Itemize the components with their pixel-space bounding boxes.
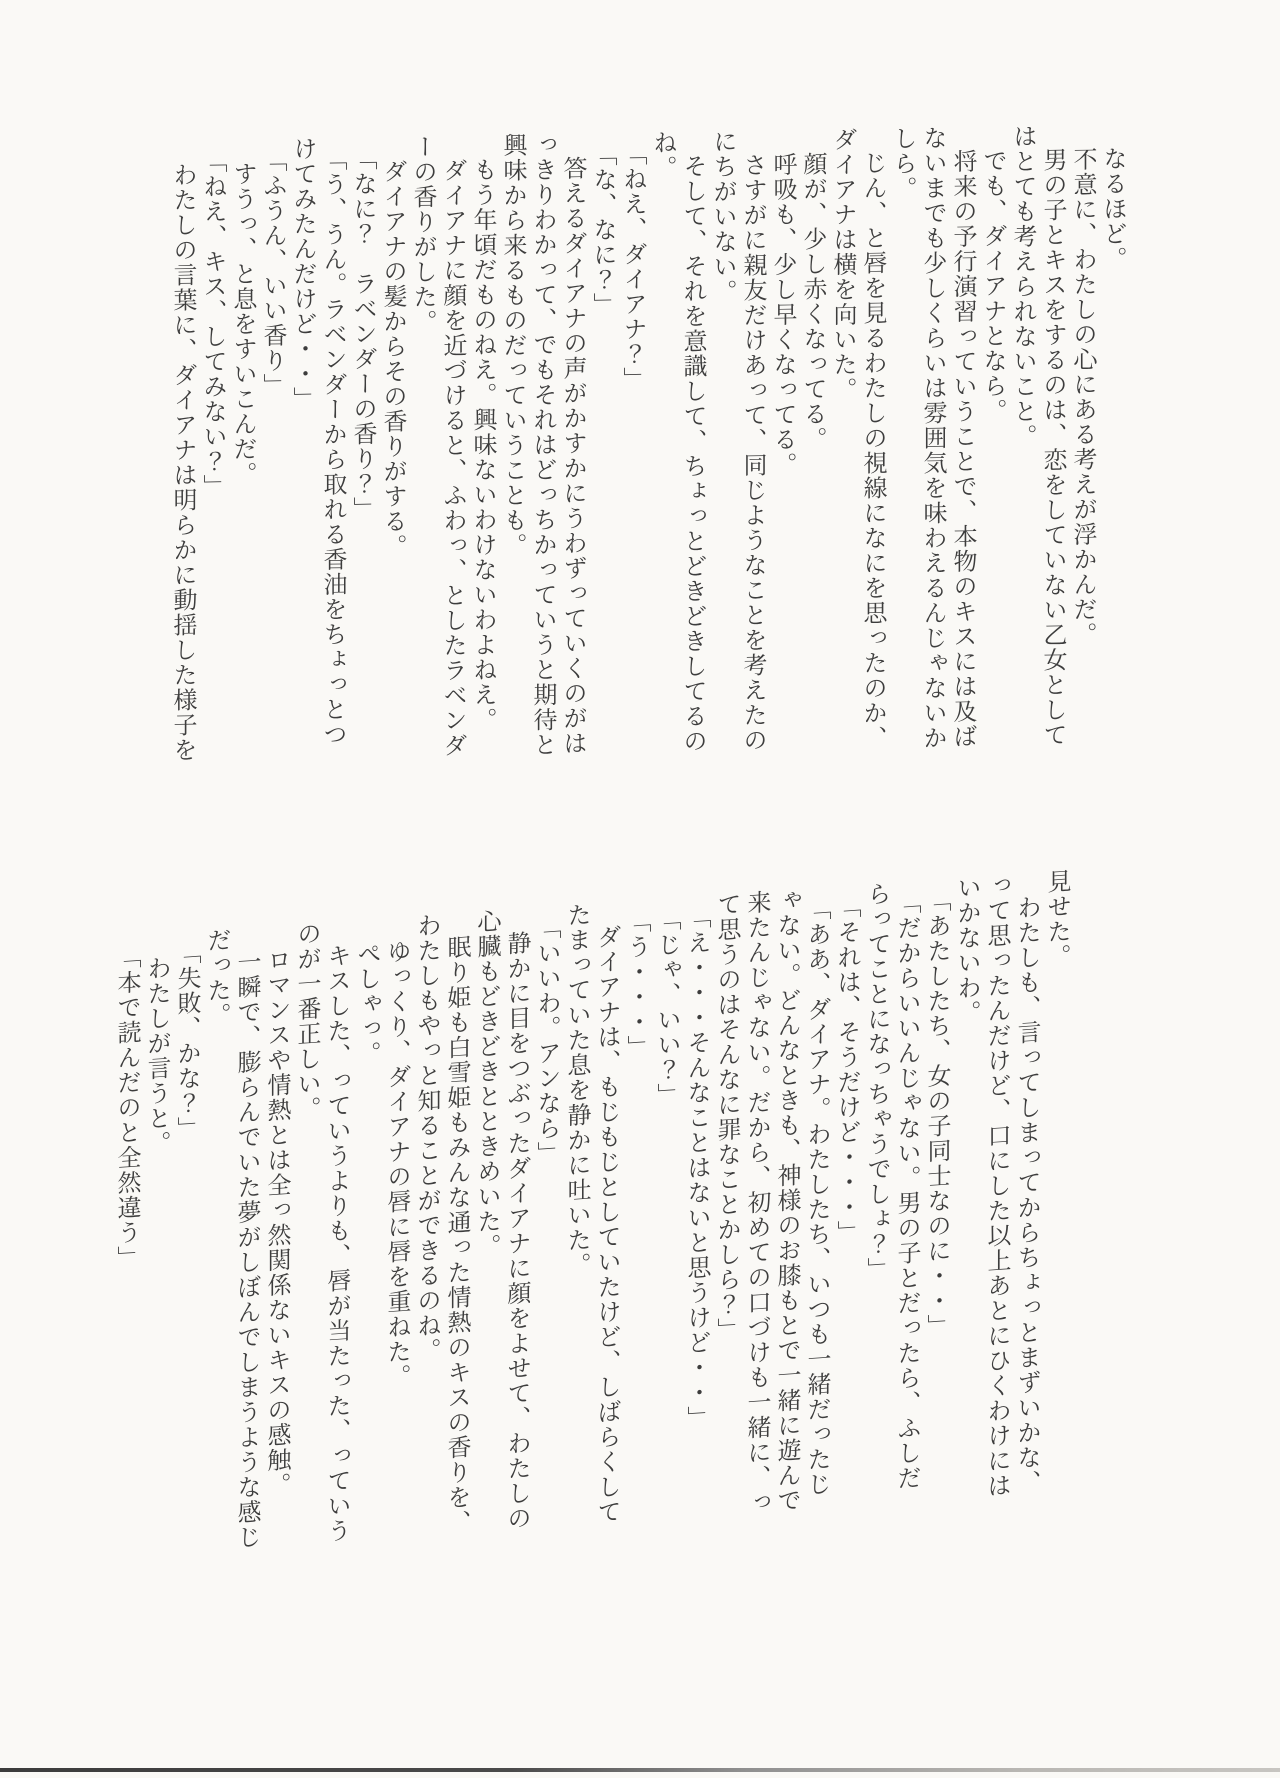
paragraph: わたしも、言ってしまってからちょっとまずいかな、って思ったんだけど、口にした以上あとにひくわけにはいかないわ。	[953, 872, 1041, 1500]
paragraph: 顔が、少し赤くなってる。	[799, 151, 827, 452]
paragraph: じん、と唇を見るわたしの視線になにを思ったのか、ダイアナは横を向いた。	[829, 126, 887, 751]
paragraph: なるほど。	[1099, 146, 1127, 272]
paragraph: キスした、っていうよりも、唇が当たった、っていうのが一番正しい。	[293, 920, 351, 1545]
paragraph: 将来の予行演習っていうことで、本物のキスには及ばないまでも少しくらいは雰囲気を味わえるんじゃないかしら。	[889, 125, 977, 751]
paragraph: 「ねえ、キス、してみない？」	[199, 148, 227, 500]
paragraph: ぺしゃっ。	[353, 940, 381, 1068]
paragraph: ダイアナに顔を近づけると、ふわっ、としたラベンダーの香りがした。	[409, 134, 467, 759]
paragraph: 「いいわ。アンなら」	[533, 914, 561, 1167]
paragraph: ダイアナの髪からその香りがする。	[379, 158, 407, 560]
paragraph: ロマンスや情熱とは全っ然関係ないキスの感触。	[263, 946, 291, 1499]
paragraph: ダイアナは、もじもじとしていたけど、しばらくしてたまっていた息を静かに吐いた。	[563, 901, 621, 1526]
paragraph: わたしが言うと。	[143, 955, 171, 1157]
paragraph: 答えるダイアナの声がかすかにうわずっていくのがはっきりわかって、でもそれはどっちかっていうと期待と興味から来るものだっていうことも。	[499, 131, 587, 758]
paragraph: 静かに目をつぶったダイアナに顔をよせて、わたしの心臓もどきどきとときめいた。	[473, 907, 531, 1532]
paragraph: 「本で読んだのと全然違う」	[113, 943, 141, 1271]
paragraph: 「なに？ ラベンダーの香り？」	[349, 145, 377, 522]
paragraph: 不意に、わたしの心にある考えが浮かんだ。	[1069, 146, 1097, 648]
paragraph: 「それは、そうだけど・・・」	[833, 893, 861, 1246]
paragraph: 「ねえ、ダイアナ？」	[619, 141, 647, 392]
paragraph: でも、ダイアナとなら。	[979, 148, 1007, 424]
paragraph: 「じゃ、いい？」	[653, 906, 681, 1109]
paragraph: 眠り姫も白雪姫もみんな通った情熱のキスの香りを、わたしもやっと知ることができるのね。	[413, 912, 471, 1536]
upper-text-block	[168, 122, 1128, 767]
paragraph: もう年頃だものねえ。興味ないわけないわよねえ。	[469, 157, 497, 733]
paragraph: 「失敗、かな？」	[173, 939, 201, 1142]
paragraph: 「ふうん、いい香り」	[259, 147, 287, 398]
page-bottom-scan-edge	[0, 1768, 1280, 1772]
lower-text-block	[112, 868, 1072, 1567]
paragraph: 男の子とキスをするのは、恋をしていない乙女としてはとても考えられないこと。	[1009, 123, 1067, 748]
paragraph: 「え・・・そんなことはないと思うけど・・」	[683, 904, 711, 1431]
paragraph: ゆっくり、ダイアナの唇に唇を重ねた。	[383, 938, 411, 1391]
paragraph: 呼吸も、少し早くなってる。	[769, 151, 797, 478]
paragraph: 「う、うん。ラベンダーから取れる香油をちょっとつけてみたんだけど・・」	[289, 136, 347, 747]
paragraph: 見せた。	[1043, 868, 1071, 971]
paragraph: 「だからいいんじゃない。男の子とだったら、ふしだらってことになっちゃうでしょ？」	[863, 880, 921, 1492]
paragraph: 「ああ、ダイアナ。わたしたち、いつも一緒だったじゃない。どんなときも、神様のお膝もとで一緒に遊んで来たんじゃない。だから、初めての口づけも一緒に、って思うのはそんなに罪なことかしら？」	[713, 886, 831, 1517]
paragraph: 「な、なに？」	[589, 141, 617, 318]
paragraph: 「う・・・」	[623, 908, 651, 1061]
paragraph: 「あたしたち、女の子同士なのに・・」	[923, 887, 951, 1340]
paragraph: わたしの言葉に、ダイアナは明らかに動揺した様子を	[169, 162, 197, 763]
paragraph: そして、それを意識して、ちょっとどきどきしてるのね。	[649, 129, 707, 754]
paragraph: すうっ、と息をすいこんだ。	[229, 161, 257, 487]
paragraph: さすがに親友だけあって、同じようなことを考えたのにちがいない。	[709, 128, 767, 753]
paragraph: 一瞬で、膨らんでいた夢がしぼんでしまうような感じだった。	[203, 926, 261, 1551]
